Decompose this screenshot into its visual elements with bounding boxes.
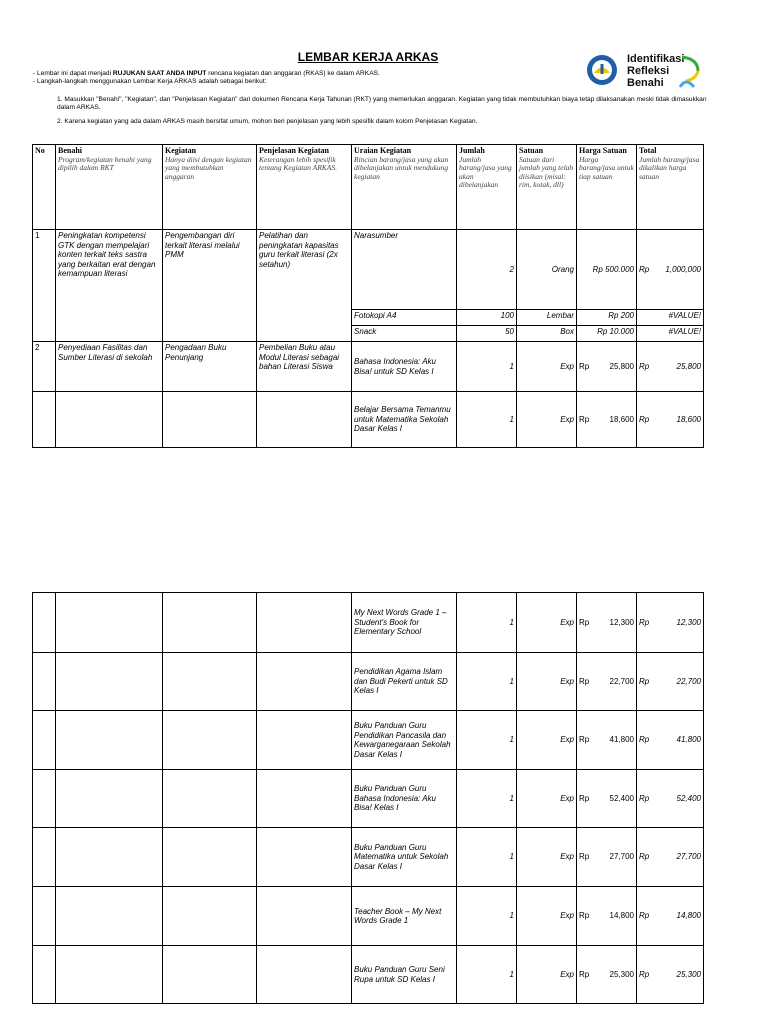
- cell-jumlah: 1: [457, 946, 517, 1004]
- cell-harga-satuan: Rp 12,300: [577, 593, 637, 653]
- cell-jumlah: 2: [457, 230, 517, 310]
- cell-uraian: Pendidikan Agama Islam dan Budi Pekerti untuk SD Kelas I: [352, 653, 457, 711]
- cell-benahi: Penyediaan Fasilitas dan Sumber Literasi di sekolah: [56, 342, 163, 392]
- cell-satuan: Exp: [517, 392, 577, 448]
- cell-total: Rp 18,600: [637, 392, 704, 448]
- cell-uraian: Snack: [352, 326, 457, 342]
- cell-jumlah: 1: [457, 887, 517, 946]
- cell-harga-satuan: Rp 52,400: [577, 770, 637, 828]
- cell-benahi: Peningkatan kompetensi GTK dengan mempelajari konten terkait teks sastra yang berkaitan erat dengan kemampuan literasi: [56, 230, 163, 342]
- header-total: Total Jumlah barang/jasa dikalikan harga satuan: [637, 145, 704, 230]
- cell-jumlah: 1: [457, 770, 517, 828]
- intro-line-1: - Lembar ini dapat menjadi RUJUKAN SAAT ANDA INPUT rencana kegiatan dan anggaran (RKAS) ke dalam ARKAS.: [33, 70, 380, 77]
- cell-uraian: Buku Panduan Guru Seni Rupa untuk SD Kelas I: [352, 946, 457, 1004]
- cell-penjelasan: Pelatihan dan peningkatan kapasitas guru terkait literasi (2x setahun): [257, 230, 352, 342]
- cell-jumlah: 1: [457, 392, 517, 448]
- cell-jumlah: 1: [457, 828, 517, 887]
- arkas-table-page-1: [32, 144, 704, 448]
- table-row: [33, 770, 704, 828]
- cell-uraian: Buku Panduan Guru Matematika untuk Sekolah Dasar Kelas I: [352, 828, 457, 887]
- table-row: [33, 342, 704, 392]
- cell-total: #VALUE!: [637, 310, 704, 326]
- cell-jumlah: 100: [457, 310, 517, 326]
- header-kegiatan: Kegiatan Hanya diisi dengan kegiatan yang membutuhkan anggaran: [163, 145, 257, 230]
- header-jumlah: Jumlah Jumlah barang/jasa yang akan dibelanjakan: [457, 145, 517, 230]
- cell-uraian: Narasumber: [352, 230, 457, 310]
- cell-harga-satuan: Rp 18,600: [577, 392, 637, 448]
- cell-uraian: Teacher Book – My Next Words Grade 1: [352, 887, 457, 946]
- cell-total: Rp 41,800: [637, 711, 704, 770]
- cell-penjelasan: Pembelian Buku atau Modul Literasi sebagai bahan Literasi Siswa: [257, 342, 352, 392]
- logo-text-identifikasi: Identifikasi: [627, 53, 685, 65]
- cell-harga-satuan: Rp 41,800: [577, 711, 637, 770]
- cell-uraian: Bahasa Indonesia: Aku Bisa! untuk SD Kelas I: [352, 342, 457, 392]
- cell-total: #VALUE!: [637, 326, 704, 342]
- intro-line-2: - Langkah-langkah menggunakan Lembar Kerja ARKAS adalah sebagai berikut:: [33, 78, 267, 86]
- cell-total: Rp 22,700: [637, 653, 704, 711]
- table-row: [33, 828, 704, 887]
- cell-jumlah: 50: [457, 326, 517, 342]
- table-row: [33, 711, 704, 770]
- header-benahi: Benahi Program/kegiatan benahi yang dipilih dalam RKT: [56, 145, 163, 230]
- cell-satuan: Orang: [517, 230, 577, 310]
- header-penjelasan: Penjelasan Kegiatan Keterangan lebih spesifik tentang Kegiatan ARKAS.: [257, 145, 352, 230]
- cell-total: Rp 52,400: [637, 770, 704, 828]
- cell-harga-satuan: Rp 500.000: [577, 230, 637, 310]
- instruction-steps: [57, 96, 707, 131]
- cell-no: 2: [33, 342, 56, 392]
- logo-text-refleksi: Refleksi: [627, 65, 670, 77]
- logo-text-benahi: Benahi: [627, 77, 664, 89]
- cell-satuan: Lembar: [517, 310, 577, 326]
- cell-harga-satuan: Rp 25,300: [577, 946, 637, 1004]
- cell-harga-satuan: Rp 10.000: [577, 326, 637, 342]
- cell-satuan: Exp: [517, 342, 577, 392]
- cell-total: Rp 27,700: [637, 828, 704, 887]
- cell-total: Rp 25,800: [637, 342, 704, 392]
- table-row: [33, 230, 704, 310]
- cell-satuan: Box: [517, 326, 577, 342]
- cell-total: Rp 12,300: [637, 593, 704, 653]
- table-row: [33, 593, 704, 653]
- header-row: [33, 145, 704, 230]
- cell-satuan: Exp: [517, 653, 577, 711]
- cell-uraian: Buku Panduan Guru Bahasa Indonesia: Aku Bisa! Kelas I: [352, 770, 457, 828]
- arkas-table-page-2: [32, 592, 704, 1004]
- cell-satuan: Exp: [517, 828, 577, 887]
- cell-total: Rp 1,000,000: [637, 230, 704, 310]
- cell-satuan: Exp: [517, 887, 577, 946]
- cell-jumlah: 1: [457, 593, 517, 653]
- table-row: [33, 887, 704, 946]
- table-row: [33, 392, 704, 448]
- step-1: 1. Masukkan "Benahi", "Kegiatan", dan "Penjelasan Kegiatan" dari dokumen Rencana Kerja Tahunan (RKT) yang memerlukan anggaran. Kegiatan yang tidak membutuhkan biaya tetap dilaksanakan meski tidak dimasukkan dalam ARKAS.: [57, 96, 707, 112]
- cell-harga-satuan: Rp 14,800: [577, 887, 637, 946]
- cell-kegiatan: Pengadaan Buku Penunjang: [163, 342, 257, 392]
- cell-harga-satuan: Rp 200: [577, 310, 637, 326]
- cell-harga-satuan: Rp 25,800: [577, 342, 637, 392]
- step-2: 2. Karena kegiatan yang ada dalam ARKAS masih bersifat umum, mohon beri penjelasan yang lebih spesifik dalam kolom Penjelasan Kegiatan.: [57, 117, 478, 125]
- cell-uraian: Fotokopi A4: [352, 310, 457, 326]
- cell-total: Rp 14,800: [637, 887, 704, 946]
- intro-text: [33, 70, 713, 87]
- header-uraian: Uraian Kegiatan Rincian barang/jasa yang akan dibelanjakan untuk mendukung kegiatan: [352, 145, 457, 230]
- cell-satuan: Exp: [517, 770, 577, 828]
- table-row: [33, 946, 704, 1004]
- cell-uraian: My Next Words Grade 1 – Student's Book for Elementary School: [352, 593, 457, 653]
- cell-no: 1: [33, 230, 56, 342]
- cell-harga-satuan: Rp 27,700: [577, 828, 637, 887]
- cell-total: Rp 25,300: [637, 946, 704, 1004]
- table-row: [33, 653, 704, 711]
- cell-uraian: Belajar Bersama Temanmu untuk Matematika Sekolah Dasar Kelas I: [352, 392, 457, 448]
- cell-jumlah: 1: [457, 711, 517, 770]
- cell-harga-satuan: Rp 22,700: [577, 653, 637, 711]
- header-satuan: Satuan Satuan dari jumlah yang telah diisikan (misal: rim, kotak, dll): [517, 145, 577, 230]
- cell-jumlah: 1: [457, 653, 517, 711]
- document-title: LEMBAR KERJA ARKAS: [297, 50, 439, 64]
- header-harga-satuan: Harga Satuan Harga barang/jasa untuk tiap satuan: [577, 145, 637, 230]
- cell-satuan: Exp: [517, 593, 577, 653]
- cell-uraian: Buku Panduan Guru Pendidikan Pancasila dan Kewarganegaraan Sekolah Dasar Kelas I: [352, 711, 457, 770]
- cell-kegiatan: Pengembangan diri terkait literasi melalui PMM: [163, 230, 257, 342]
- cell-satuan: Exp: [517, 946, 577, 1004]
- cell-satuan: Exp: [517, 711, 577, 770]
- cell-jumlah: 1: [457, 342, 517, 392]
- header-no: No: [33, 145, 56, 230]
